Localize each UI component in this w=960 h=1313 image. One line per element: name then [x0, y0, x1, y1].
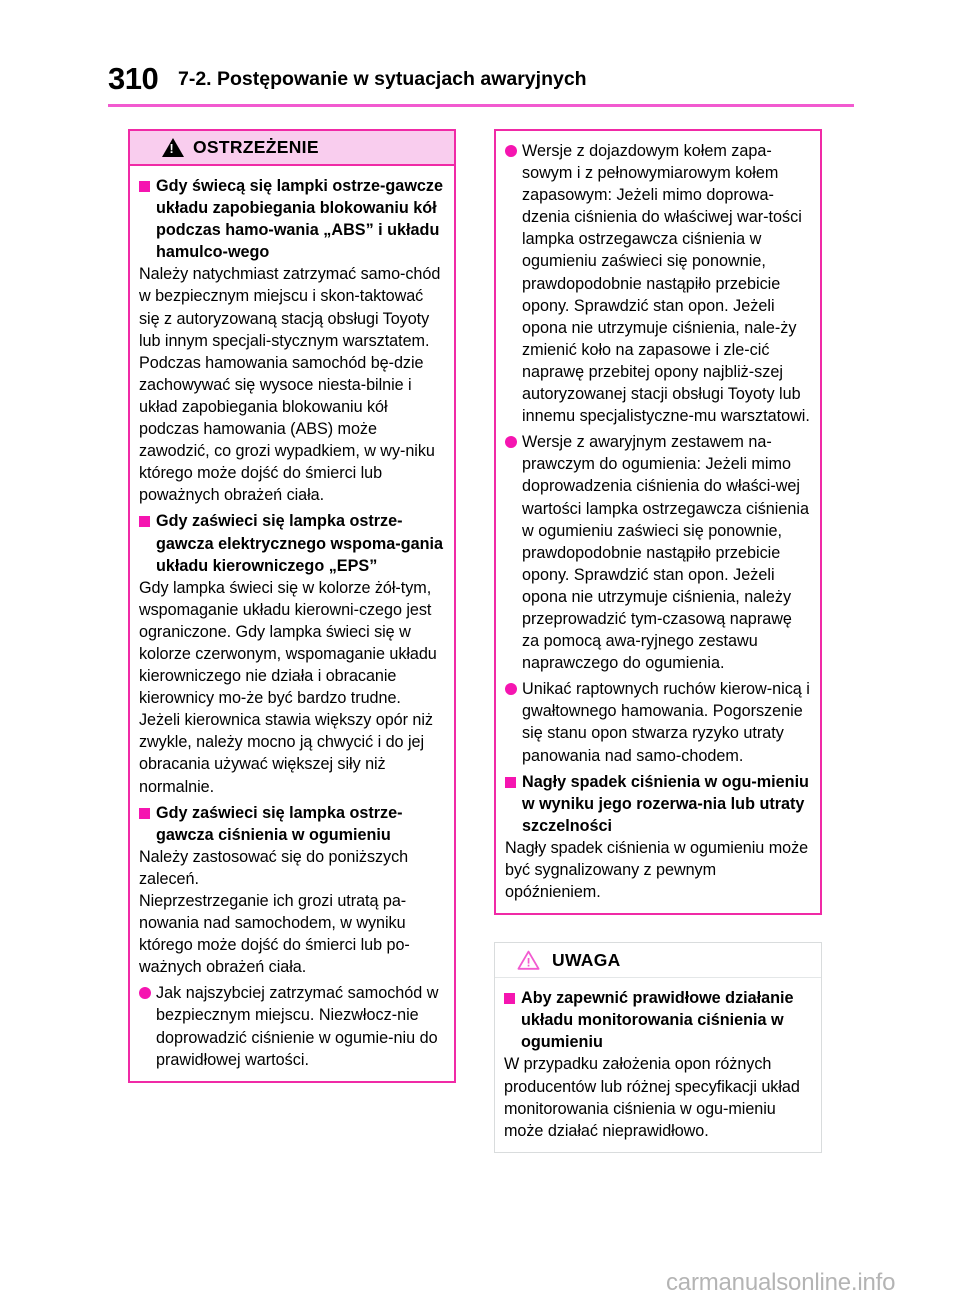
- warning-subheading: Nagły spadek ciśnienia w ogu-mieniu w wyniku jego rozerwa-nia lub utraty szczelności: [505, 771, 812, 837]
- notice-triangle-icon: [517, 950, 540, 970]
- warning-subheading: Gdy świecą się lampki ostrze-gawcze układu zapobiegania blokowaniu kół podczas hamo-wania „ABS” i układu hamulco-wego: [139, 175, 446, 263]
- page-header: [0, 0, 960, 112]
- header-divider-rule: [108, 104, 854, 107]
- notice-box-header: [495, 943, 821, 978]
- notice-box-title: UWAGA: [552, 949, 621, 970]
- notice-box-body: [495, 978, 821, 1152]
- footer-watermark: carmanualsonline.info: [666, 1269, 896, 1296]
- warning-list-item: Unikać raptownych ruchów kierow-nicą i gwałtownego hamowania. Pogorszenie się stanu opon stwarza ryzyko utraty panowania nad samo-chodem.: [505, 678, 812, 766]
- warning-paragraph: Gdy lampka świeci się w kolorze żół-tym, wspomaganie układu kierowni-czego jest ograniczone. Gdy lampka świeci się w kolorze czerwonym, wspomaganie układu kierowniczego nie działa i obracanie kierownicy mo-że być bardzo trudne.: [139, 578, 437, 708]
- section-title: 7-2. Postępowanie w sytuacjach awaryjnych: [178, 68, 587, 90]
- warning-paragraph: Należy zastosować się do poniższych zaleceń.: [139, 847, 409, 888]
- warning-subheading: Gdy zaświeci się lampka ostrze-gawcza ciśnienia w ogumieniu: [139, 802, 446, 846]
- notice-paragraph: W przypadku założenia opon różnych producentów lub różnej specyfikacji układ monitorowania ciśnienia w ogu-mieniu może działać nieprawidłowo.: [504, 1055, 800, 1140]
- warning-box-title: OSTRZEŻENIE: [193, 137, 319, 157]
- warning-list-item: Wersje z dojazdowym kołem zapa-sowym i z pełnowymiarowym kołem zapasowym: Jeżeli mimo doprowa-dzenia ciśnienia do właściwej war-tości lampka ostrzegawcza ciśnienia w ogumieniu zaświeci się ponownie, prawdopodobnie nastąpiło przebicie opony. Sprawdzić stan opon. Jeżeli opona nie utrzymuje ciśnienia, nale-ży zmienić koło na zapasowe i zle-cić naprawę przebitej opony najbliż-szej autoryzowanej stacji obsługi Toyoty lub innemu specjalistyczne-mu warsztatowi.: [505, 140, 812, 427]
- warning-paragraph: Nieprzestrzeganie ich grozi utratą pa-nowania nad samochodem, w wyniku którego może dojść do śmierci lub po-ważnych obrażeń ciała.: [139, 892, 410, 977]
- warning-box-header: [130, 131, 454, 166]
- warning-paragraph: Należy natychmiast zatrzymać samo-chód w bezpiecznym miejscu i skon-taktować się z autoryzowaną stacją obsługi Toyoty lub innym specjali-stycznym warsztatem.: [139, 265, 441, 350]
- warning-paragraph: Podczas hamowania samochód bę-dzie zachowywać się wysoce niesta-bilnie i układ zapobiegania blokowaniu kół podczas hamowania (ABS) może zawodzić, co grozi wypadkiem, w wy-niku którego może dojść do śmierci lub poważnych obrażeń ciała.: [139, 353, 435, 505]
- notice-subheading: Aby zapewnić prawidłowe działanie układu monitorowania ciśnienia w ogumieniu: [504, 987, 813, 1053]
- left-column: [128, 129, 456, 1083]
- warning-paragraph: Nagły spadek ciśnienia w ogumieniu może być sygnalizowany z pewnym opóźnieniem.: [505, 838, 809, 902]
- right-column: [494, 129, 822, 1153]
- warning-paragraph: Jeżeli kierownica stawia większy opór niż zwykle, należy mocno ją chwycić i do jej obracania używać większej siły niż normalnie.: [139, 711, 433, 796]
- page-number: 310: [108, 61, 159, 96]
- warning-box-body: [130, 166, 454, 1081]
- warning-triangle-icon: [162, 138, 184, 157]
- warning-subheading: Gdy zaświeci się lampka ostrze-gawcza elektrycznego wspoma-gania układu kierowniczego „EPS”: [139, 510, 446, 576]
- warning-box: [128, 129, 456, 1083]
- notice-box: [494, 942, 822, 1153]
- warning-list-item: Wersje z awaryjnym zestawem na-prawczym do ogumienia: Jeżeli mimo doprowadzenia ciśnienia do właści-wej wartości lampka ostrzegawcza ciśnienia w ogumieniu zaświeci się ponownie, prawdopodobnie nastąpiło przebicie opony. Sprawdzić stan opon. Jeżeli opona nie utrzymuje ciśnienia, należy przeprowadzić tym-czasową naprawę za pomocą awa-ryjnego zestawu naprawczego do ogumienia.: [505, 431, 812, 674]
- warning-box-continued: [494, 129, 822, 915]
- warning-box-continued-body: [496, 131, 820, 913]
- warning-list-item: Jak najszybciej zatrzymać samochód w bezpiecznym miejscu. Niezwłocz-nie doprowadzić ciśnienie w ogumie-niu do prawidłowej wartości.: [139, 982, 446, 1070]
- column-spacer: [494, 915, 822, 942]
